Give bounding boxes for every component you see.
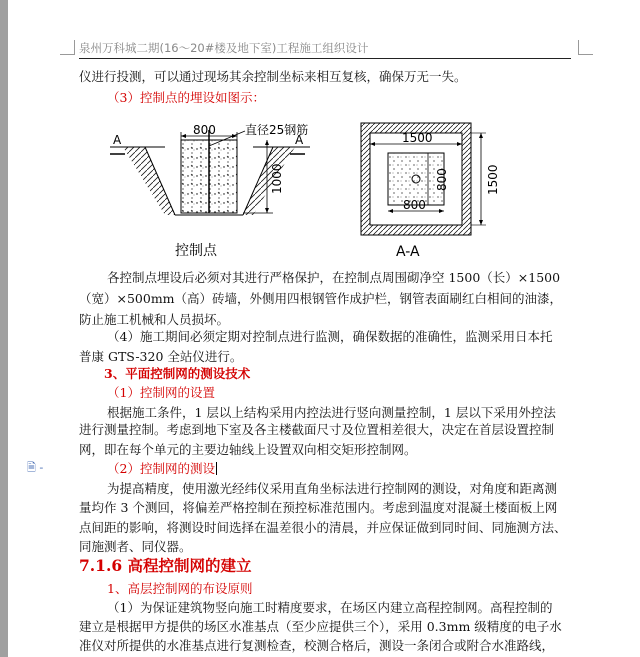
- paragraph-line: 仪进行投测，可以通过现场其余控制坐标来相互复核，确保万无一失。: [79, 69, 467, 84]
- text-cursor: [216, 462, 217, 475]
- paragraph-line: 各控制点埋设后必须对其进行严格保护，在控制点周围砌净空 1500（长）×1500: [107, 270, 561, 285]
- rebar-label: 直径25钢筋: [245, 123, 309, 137]
- paragraph-line: （宽）×500mm（高）砖墙，外侧用四根钢管作成护栏，钢管表面刷红白相间的油漆，: [79, 291, 563, 306]
- page-header: 泉州万科城二期(16～20#楼及地下室)工程施工组织设计: [79, 41, 369, 55]
- paragraph-line: 为提高精度，使用激光经纬仪采用直角坐标法进行控制网的测设，对角度和距离测: [107, 481, 558, 496]
- subheading-text: （2）控制网的测设: [107, 461, 215, 476]
- header-rule: [79, 58, 571, 59]
- aa-plan-figure: [348, 115, 518, 265]
- paragraph-line: 网，即在每个单元的主要边轴线上设置双向相交矩形控制网。: [79, 442, 417, 457]
- dim-height-label: 1000: [270, 163, 284, 194]
- paragraph-line: （4）施工期间必须定期对控制点进行监测，确保数据的准确性，监测采用日本托: [107, 329, 553, 344]
- dim-outer-top: 1500: [402, 131, 433, 145]
- subheading: （3）控制点的埋设如图示：: [107, 90, 265, 105]
- section-mark-a-right: A: [295, 133, 304, 147]
- paragraph-line: 普康 GTS-320 全站仪进行。: [79, 349, 243, 364]
- paragraph-marker-icon[interactable]: 🗎 -: [27, 461, 44, 474]
- subheading: （1）控制网的设置: [107, 385, 215, 400]
- paragraph-line: 建立是根据甲方提供的场区水准基点（至少应提供三个），采用 0.3mm 级精度的电子水: [79, 619, 562, 634]
- section-mark-a-left: A: [113, 133, 122, 147]
- figure-caption-left: 控制点: [175, 243, 217, 259]
- figure-caption-right: A-A: [396, 244, 420, 260]
- section-heading-716: 7.1.6 高程控制网的建立: [79, 556, 252, 575]
- dim-inner-bottom: 800: [403, 198, 426, 212]
- paragraph-line: 防止施工机械和人员损坏。: [79, 312, 230, 327]
- paragraph-line: 根据施工条件，1 层以上结构采用内控法进行竖向测量控制，1 层以下采用外控法: [107, 405, 556, 420]
- paragraph-line: 同施测者、同仪器。: [79, 539, 192, 554]
- paragraph-line: 点间距的影响，将测设时间选择在温差很小的清晨，并应保证做到同时间、同施测方法、: [79, 520, 567, 535]
- paragraph-line: 量均作 3 个测回，将偏差严格控制在预控标准范围内。考虑到温度对混凝土楼面板上网: [79, 500, 558, 515]
- dim-outer-v: 1500: [486, 164, 500, 195]
- control-point-section-figure: [105, 110, 340, 265]
- paragraph-line: （1）为保证建筑物竖向施工时精度要求，在场区内建立高程控制网。高程控制的: [107, 600, 553, 615]
- margin-corner-mark: [60, 40, 75, 55]
- subheading: 1、高层控制网的布设原则: [107, 581, 253, 596]
- paragraph-line: 进行测量控制。考虑到地下室及各主楼截面尺寸及位置相差很大，决定在首层设置控制: [79, 422, 555, 437]
- subheading[interactable]: [107, 461, 217, 477]
- section-heading: 3、平面控制网的测设技术: [104, 366, 251, 381]
- paragraph-line: 准仪对所提供的水准基点进行复测检查，校测合格后，测设一条闭合或附合水准路线，: [79, 638, 555, 653]
- margin-corner-mark: [578, 40, 593, 55]
- left-margin-strip: [0, 0, 8, 657]
- dim-width-label: 800: [193, 123, 216, 137]
- dim-inner-v: 800: [435, 168, 449, 191]
